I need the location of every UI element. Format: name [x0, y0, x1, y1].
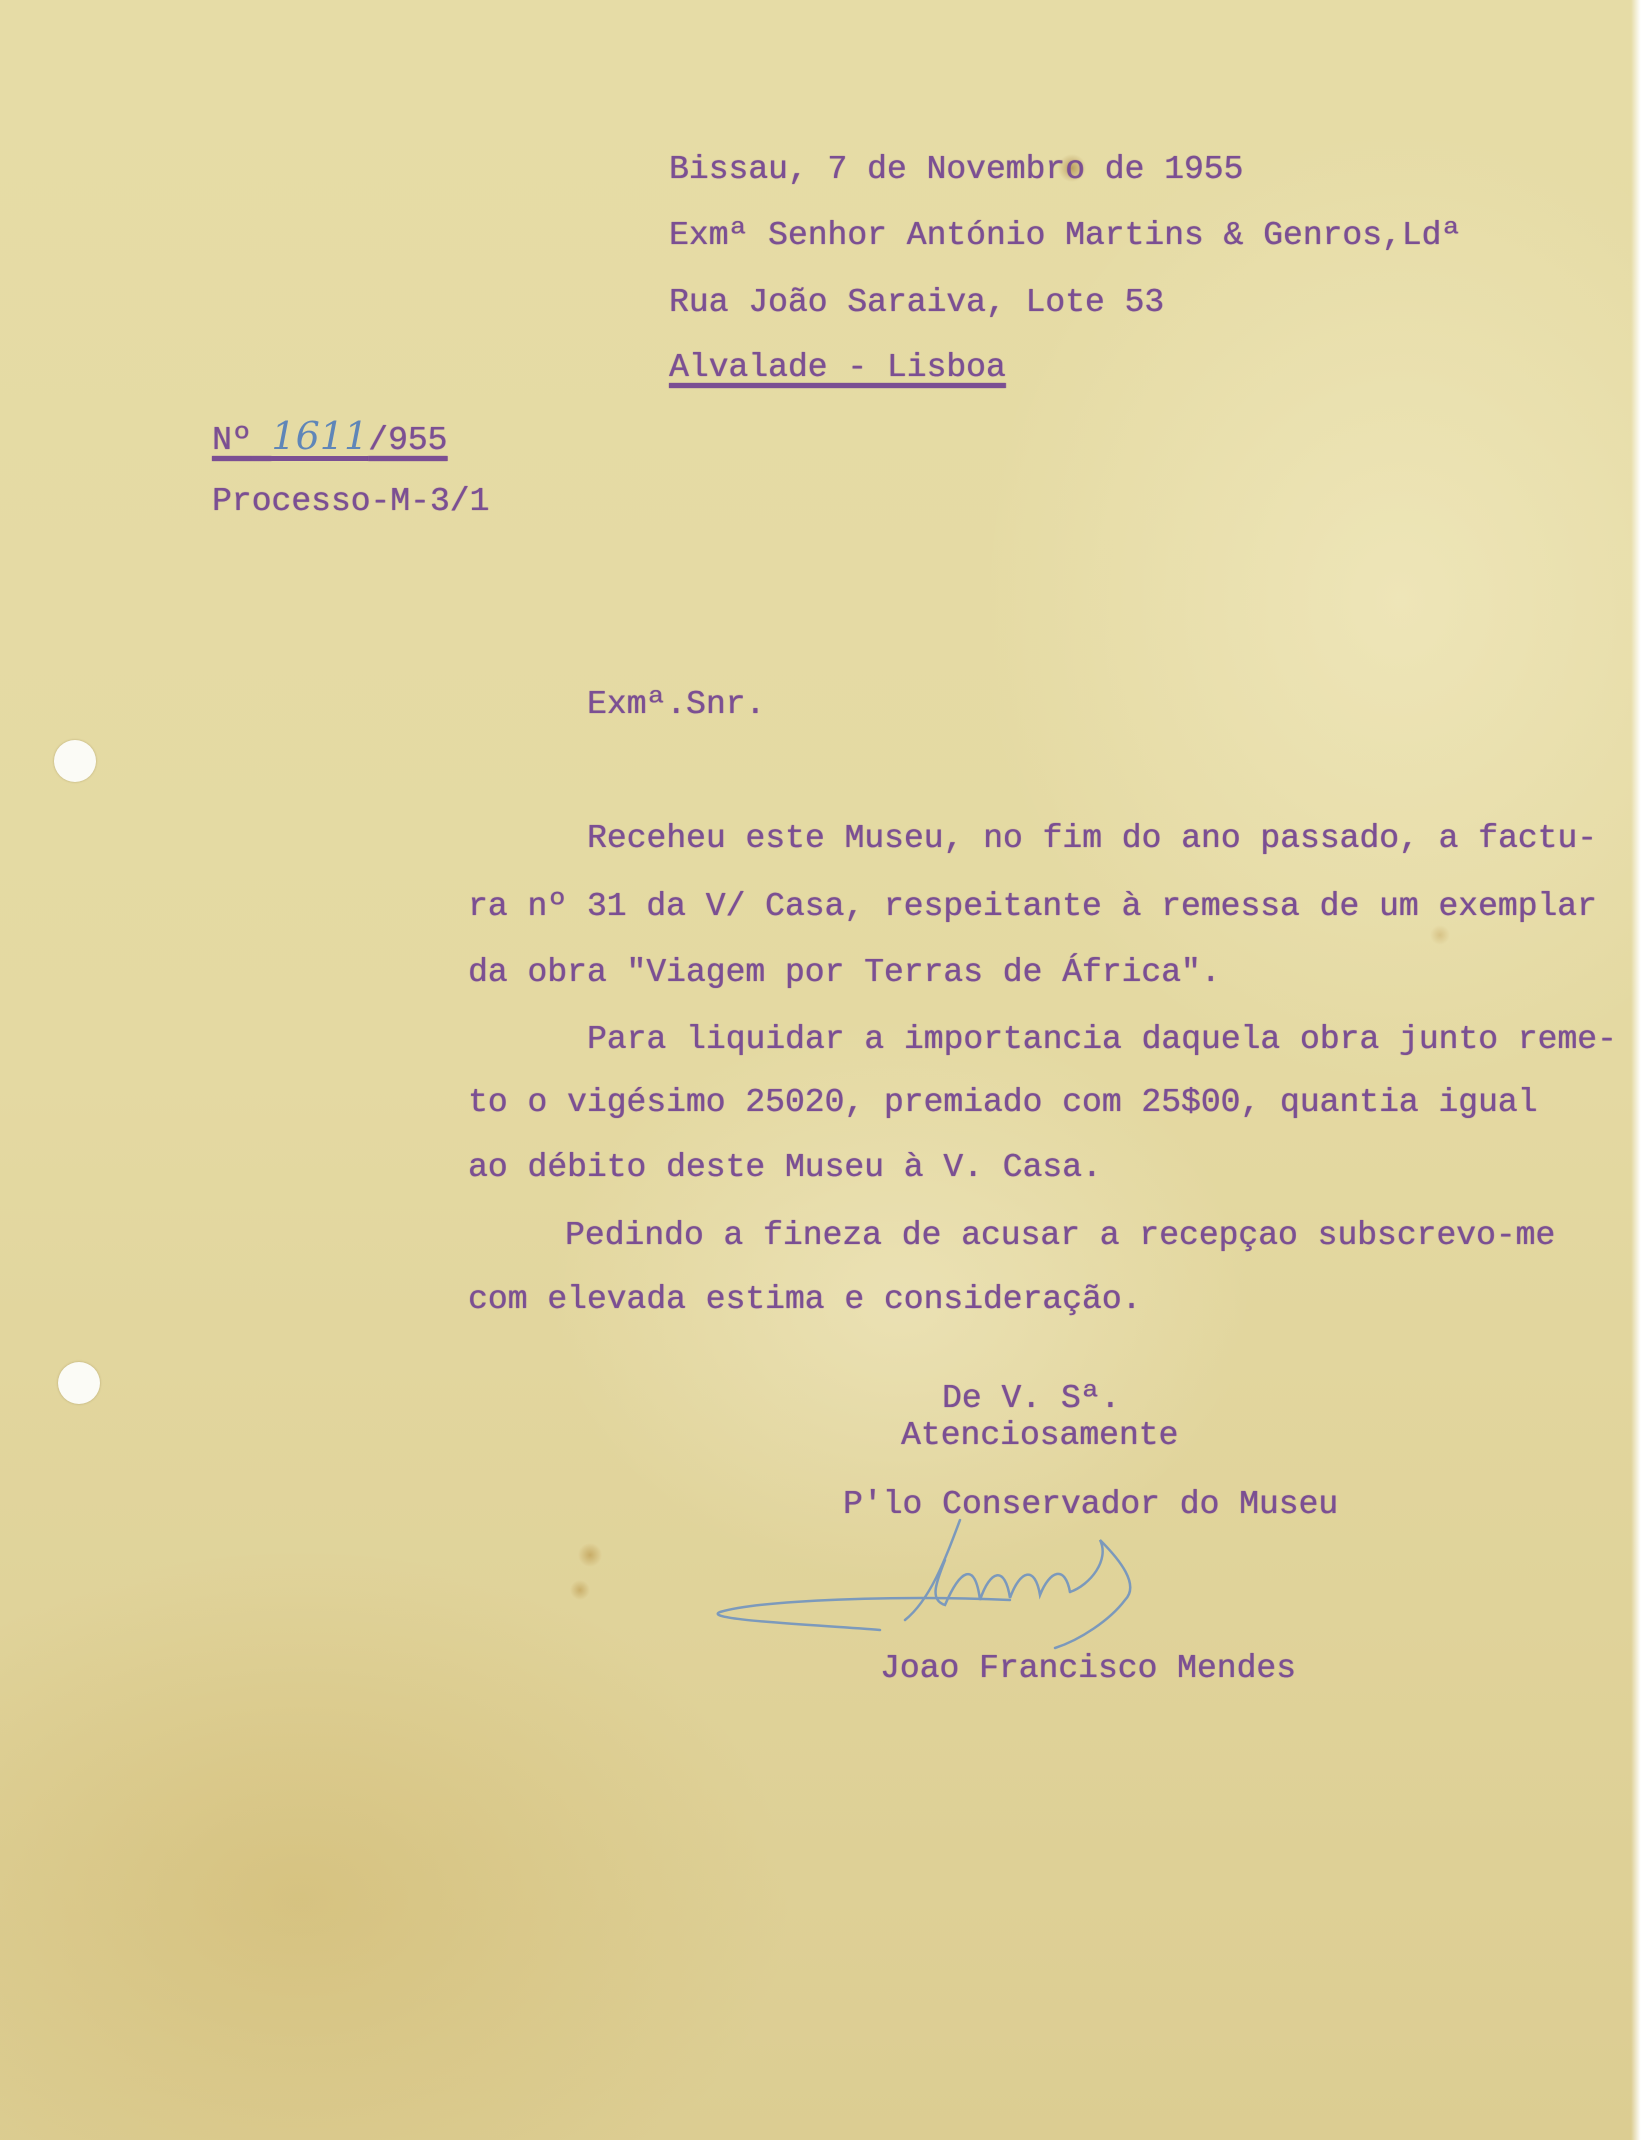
punch-hole: [58, 1362, 100, 1404]
body-line: com elevada estima e consideração.: [468, 1281, 1142, 1318]
reference-year: /955: [368, 422, 448, 459]
paper-edge: [1631, 0, 1643, 2140]
body-line: Para liquidar a importancia daquela obra junto reme-: [587, 1021, 1617, 1058]
reference-handwritten-number: 1611: [271, 414, 369, 458]
signer-name: Joao Francisco Mendes: [880, 1650, 1296, 1687]
date-line: Bissau, 7 de Novembro de 1955: [669, 151, 1244, 188]
closing-line: De V. Sª.: [942, 1380, 1121, 1417]
body-line: Receheu este Museu, no fim do ano passado, a factu-: [587, 820, 1597, 857]
salutation: Exmª.Snr.: [587, 686, 766, 723]
recipient-city: Alvalade - Lisboa: [669, 349, 1006, 386]
closing-line: Atenciosamente: [901, 1417, 1179, 1454]
reference-prefix: Nº: [212, 422, 252, 459]
body-line: Pedindo a fineza de acusar a recepçao subscrevo-me: [565, 1217, 1556, 1254]
closing-title: P'lo Conservador do Museu: [843, 1486, 1339, 1523]
process-reference: Processo-M-3/1: [212, 483, 490, 520]
body-line: ra nº 31 da V/ Casa, respeitante à remessa de um exemplar: [468, 888, 1597, 925]
body-line: da obra "Viagem por Terras de África".: [468, 954, 1221, 991]
recipient-street: Rua João Saraiva, Lote 53: [669, 284, 1165, 321]
recipient-name: Exmª Senhor António Martins & Genros,Ldª: [669, 217, 1462, 254]
punch-hole: [54, 740, 96, 782]
reference-number: [212, 416, 447, 461]
body-line: ao débito deste Museu à V. Casa.: [468, 1149, 1102, 1186]
body-line: to o vigésimo 25020, premiado com 25$00, quantia igual: [468, 1084, 1538, 1121]
